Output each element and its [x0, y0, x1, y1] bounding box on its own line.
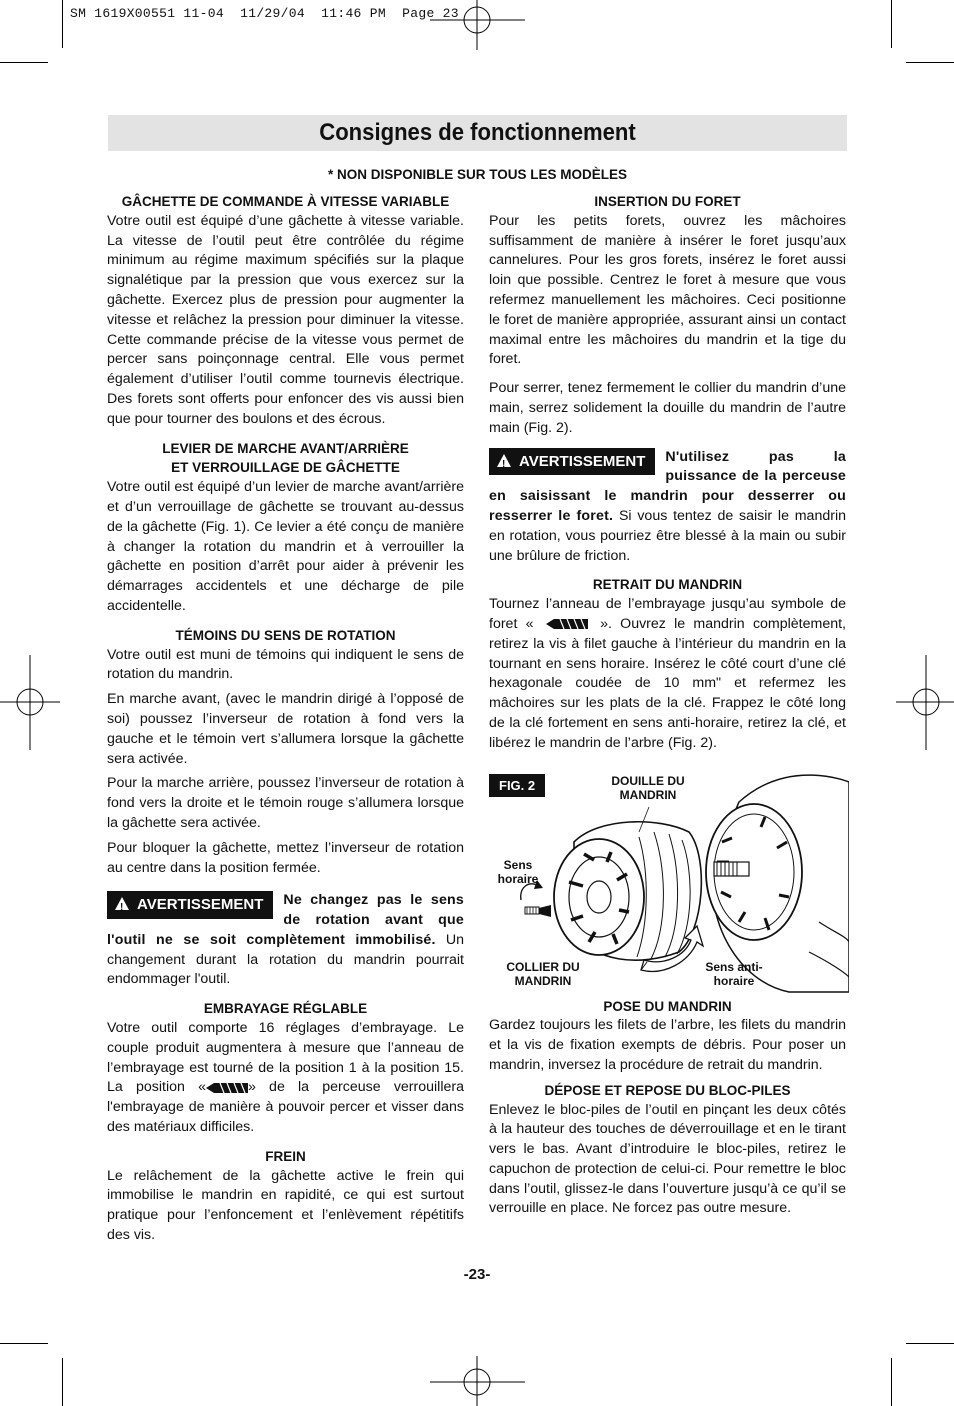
registration-mark-bottom — [430, 1356, 525, 1406]
paragraph: Pour les petits forets, ouvrez les mâchoires suffisamment de manière à insérer le foret jusqu’aux cannelures. Pour les gros forets, insérez le foret aussi loin que possible. Centrez le foret à mesure que vous refermez manuellement les mâchoires. Ceci positionne le foret de manière appropriée, assurant ainsi un contact maximal entre les mâchoires du mandrin et la tige du foret. — [489, 212, 846, 368]
figure-tag: FIG. 2 — [489, 774, 545, 798]
section-heading: ET VERROUILLAGE DE GÂCHETTE — [171, 460, 400, 476]
section-heading: EMBRAYAGE RÉGLABLE — [203, 1001, 368, 1017]
section-heading: INSERTION DU FORET — [594, 194, 741, 209]
warning-icon — [497, 454, 511, 467]
warning-block — [107, 891, 464, 990]
label-sens-anti-horaire: Sens anti-horaire — [705, 959, 763, 988]
drill-symbol-icon — [206, 1083, 248, 1093]
paragraph: Le relâchement de la gâchette active le frein qui immobilise le mandrin en rapidité, ce qui est surtout pratique pour l’enfoncement et l’enlèvement répétitifs des vis. — [107, 1167, 464, 1244]
label-sens-horaire: Sens horaire — [497, 857, 539, 886]
paragraph: Pour la marche arrière, poussez l’inverseur de rotation à fond vers la droite et le témoin rouge s’allumera lorsque la gâchette sera activée. — [107, 775, 464, 831]
registration-mark-top — [430, 0, 525, 50]
printer-slug: SM 1619X00551 11-04 11/29/04 11:46 PM Page 23 — [70, 6, 459, 21]
section-heading: FREIN — [265, 1148, 306, 1164]
warning-icon — [115, 897, 129, 910]
paragraph: Gardez toujours les filets de l’arbre, les filets du mandrin et la vis de fixation exempts de débris. Pour poser un mandrin, inversez la procédure de retrait du mandrin. — [489, 1017, 846, 1073]
warning-bold-text: Ne changez pas le sens de rotation avant que l'outil ne se soit complètement immobilisé. — [107, 892, 464, 948]
drill-symbol-icon — [542, 619, 592, 629]
paragraph: Tournez l’anneau de l’embrayage jusqu’au symbole de foret « ». Ouvrez le mandrin complètement, retirez la vis à filet gauche à l’intérieur du mandrin en la tournant en sens horaire. Insérez le côté court d’une clé hexagonale coudée de 10 mm" et refermez les mâchoires sur les plats de la clé. Frappez le côté long de la clé fortement en sens anti-horaire, retirez la clé, et libérez le mandrin de l’arbre (Fig. 2). — [489, 596, 846, 751]
availability-notice: * NON DISPONIBLE SUR TOUS LES MODÈLES — [327, 167, 628, 182]
warning-block — [489, 448, 846, 567]
figure-2 — [489, 762, 846, 997]
paragraph: Votre outil est équipé d’un levier de marche avant/arrière et d’un verrouillage de gâchette se trouvant au-dessus de la gâchette (Fig. 1). Ce levier a été conçu de manière à changer la rotation du mandrin et à verrouiller la gâchette en position d’arrêt pour aider à prévenir les démarrages accidentels et une décharge de pile accidentelle. — [107, 479, 464, 614]
warning-bold-text: N'utilisez pas la puissance de la perceuse en saisissant le mandrin pour desserrer ou resserrer le foret. — [489, 448, 846, 524]
registration-mark-left — [0, 655, 60, 750]
title-bar — [108, 115, 847, 151]
paragraph: Votre outil comporte 16 réglages d’embrayage. Le couple produit augmentera à mesure que l’anneau de l’embrayage est tourné de la position 1 à la position 15. La position « » de la perceuse verrouillera l'embrayage de manière à pouvoir percer et visser dans des matériaux difficiles. — [107, 1020, 464, 1136]
paragraph: Votre outil est équipé d’une gâchette à vitesse variable. La vitesse de l’outil peut être contrôlée du régime minimum au régime maximum spécifiés sur la plaque signalétique par la pression que vous exercez sur la gâchette. Exercez plus de pression pour augmenter la vitesse et relâchez la pression pour diminuer la vitesse. Cette commande précise de la vitesse vous permet de percer sans poinçonnage central. Elle vous permet également d’utiliser l’outil comme tournevis électrique. Des forets sont offerts pour enfoncer des vis aussi bien que pour tourner des boulons et des écrous. — [107, 212, 464, 427]
section-heading: LEVIER DE MARCHE AVANT/ARRIÈRE — [162, 440, 409, 456]
label-douille: DOUILLE DU MANDRIN — [611, 773, 685, 802]
section-heading: TÉMOINS DU SENS DE ROTATION — [175, 627, 396, 643]
paragraph: Pour bloquer la gâchette, mettez l’inverseur de rotation au centre dans la position fermée. — [107, 839, 464, 876]
right-column — [489, 192, 846, 1219]
warning-label: !AVERTISSEMENT — [489, 448, 655, 476]
paragraph: Votre outil est muni de témoins qui indiquent le sens de rotation du mandrin. — [107, 646, 464, 683]
page-number: -23- — [463, 1266, 491, 1283]
page-title: Consignes de fonctionnement — [319, 119, 636, 146]
paragraph: En marche avant, (avec le mandrin dirigé à l’opposé de soi) poussez l’inverseur de rotation à fond vers la gauche et le témoin vert s’allumera lorsque la gâchette sera activée. — [107, 691, 464, 767]
registration-mark-right — [896, 655, 954, 750]
section-heading: RETRAIT DU MANDRIN — [592, 577, 743, 593]
warning-text: Si vous tentez de saisir le mandrin en rotation, vous pourriez être blessé à la main ou subir une brûlure de friction. — [489, 507, 846, 564]
paragraph: Enlevez le bloc-piles de l’outil en pinçant les deux côtés à la hauteur des touches de déverrouillage et en le tirant vers le bas. Avant d’introduire le bloc-piles, retirez le capuchon de protection de celui-ci. Pour remettre le bloc dans l’outil, glissez-le dans l’ouverture jusqu’à ce qu’il se verrouille en place. Ne forcez pas outre mesure. — [489, 1101, 846, 1217]
label-collier: COLLIER DU MANDRIN — [506, 959, 580, 988]
section-heading: POSE DU MANDRIN — [603, 998, 732, 1014]
warning-label: !AVERTISSEMENT — [107, 891, 273, 919]
section-heading: DÉPOSE ET REPOSE DU BLOC-PILES — [544, 1082, 791, 1098]
paragraph: Pour serrer, tenez fermement le collier du mandrin d’une main, serrez solidement la douille du mandrin de l’autre main (Fig. 2). — [489, 380, 846, 436]
left-column — [107, 192, 464, 1246]
section-heading: GÂCHETTE DE COMMANDE À VITESSE VARIABLE — [121, 194, 450, 209]
warning-text: Un changement durant la rotation du mandrin pourrait endommager l'outil. — [107, 931, 465, 988]
